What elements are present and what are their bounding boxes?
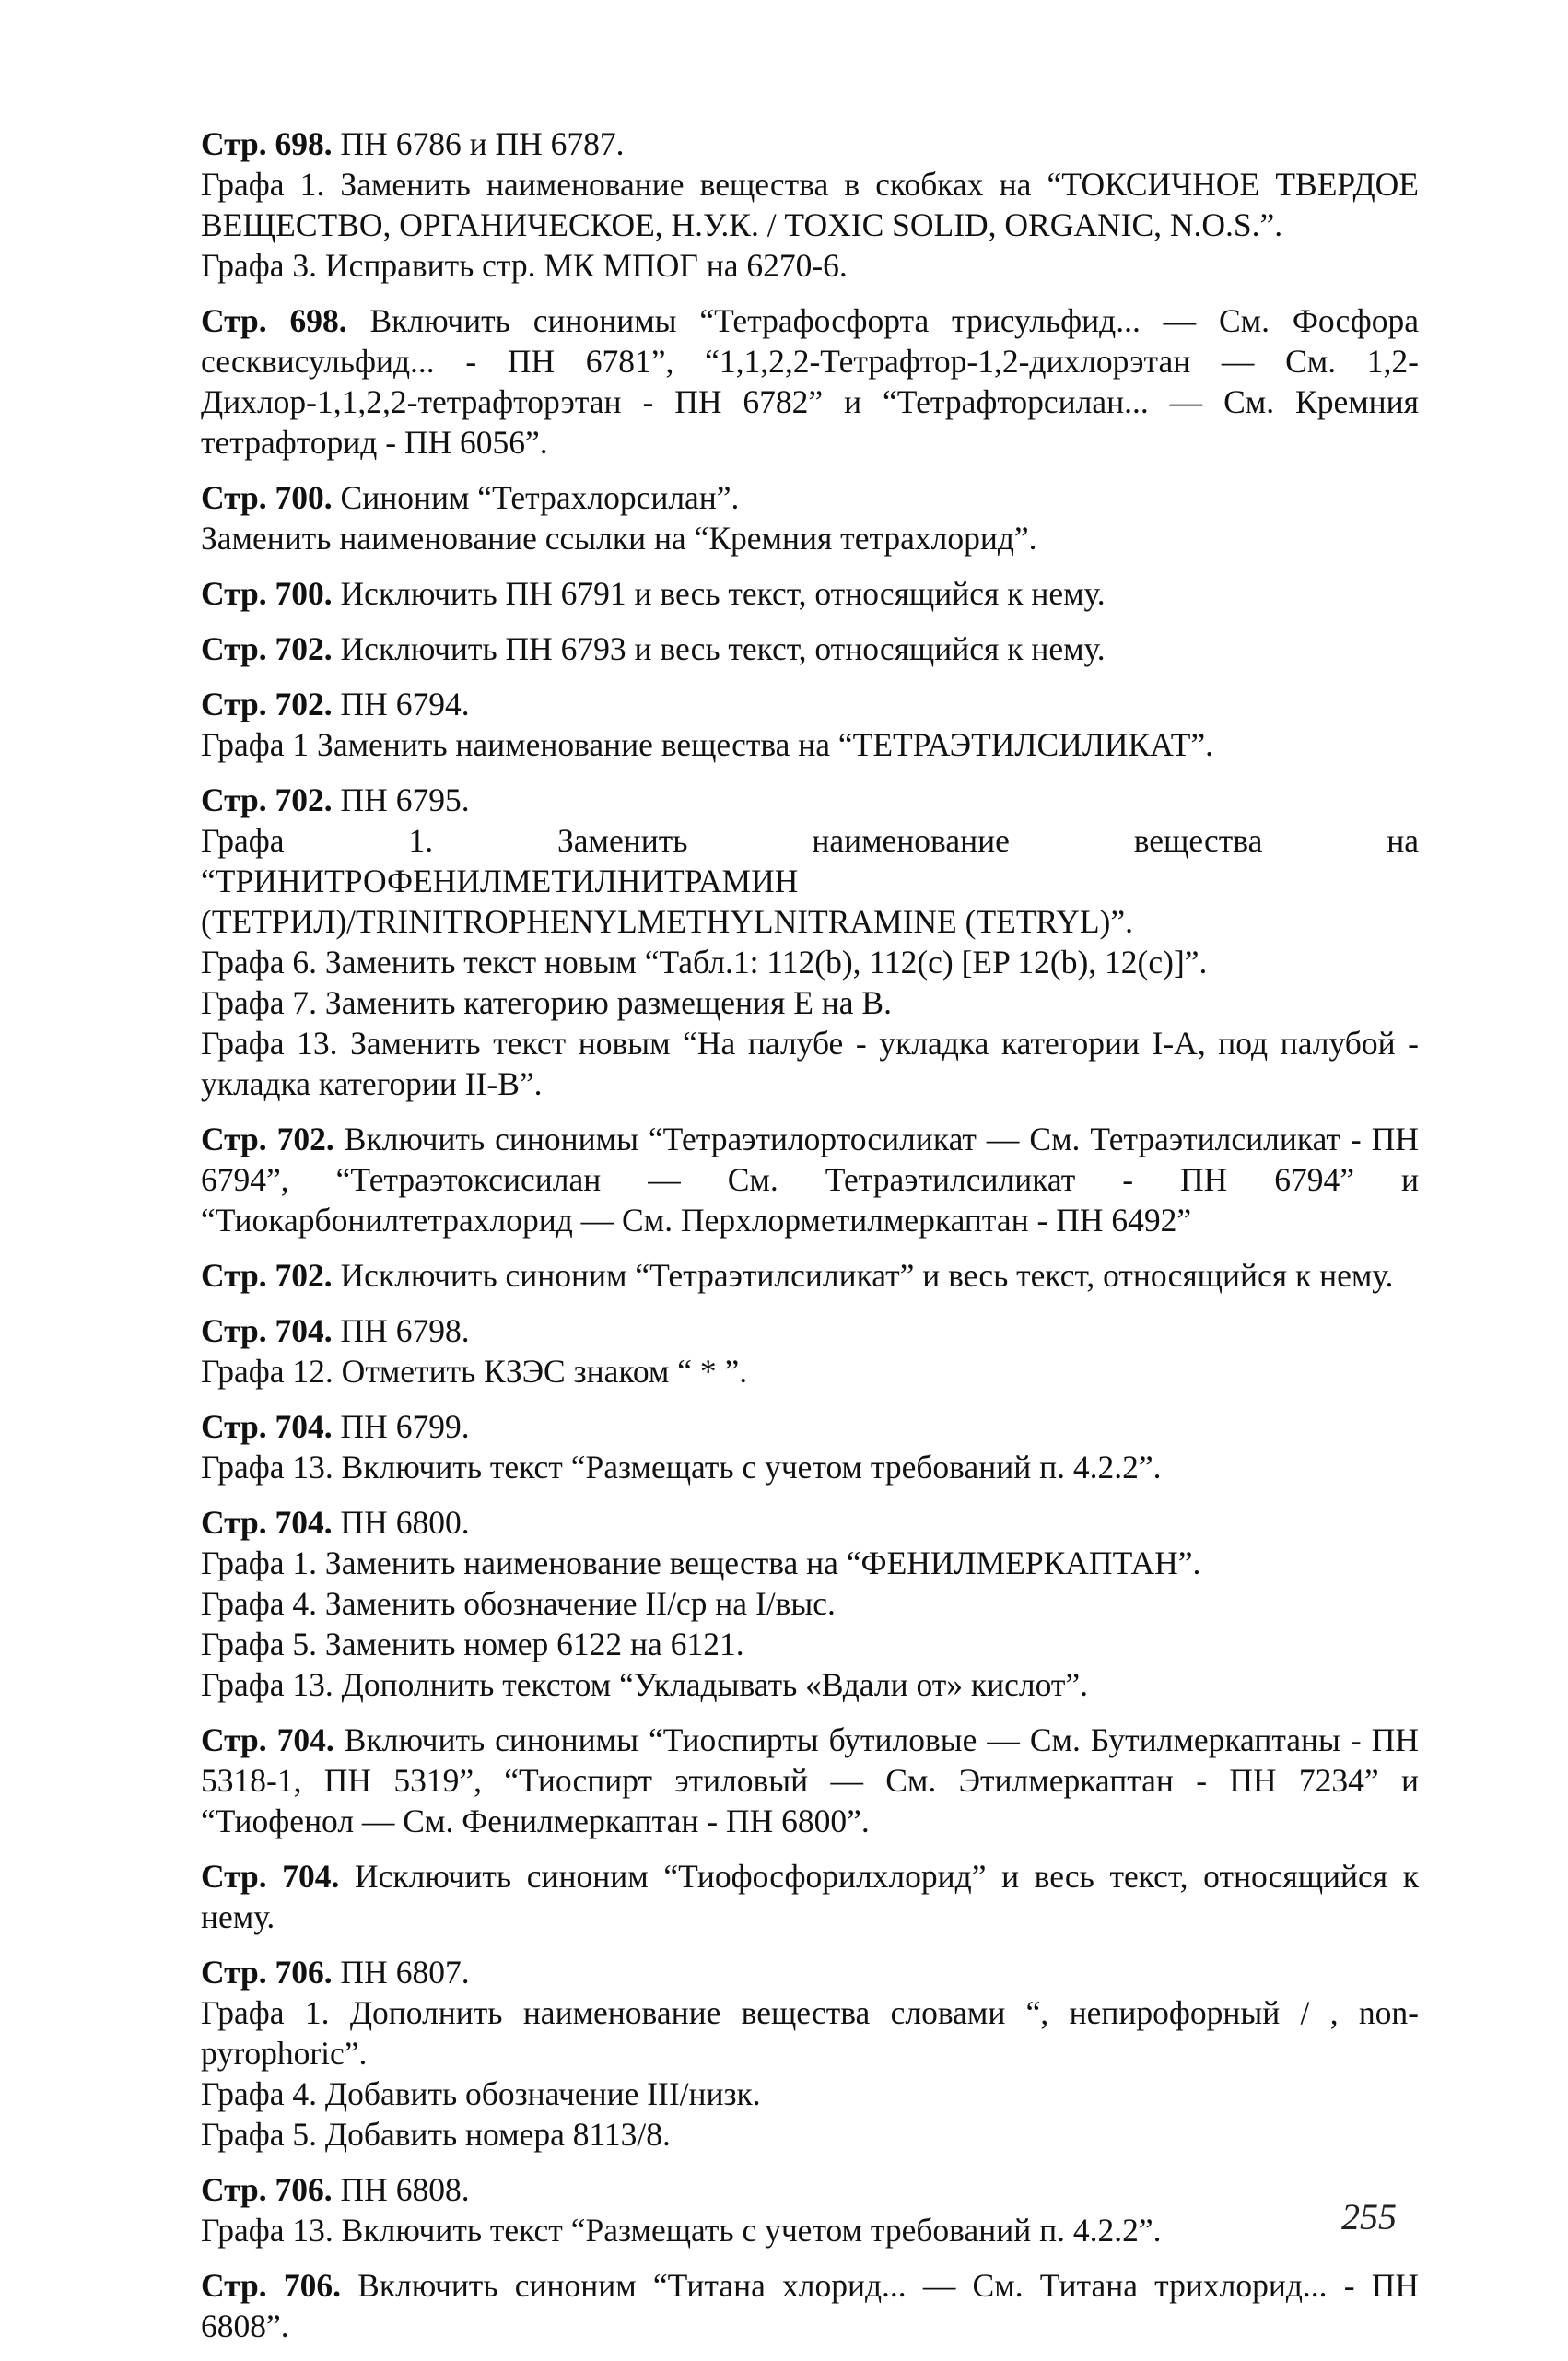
entry-heading-line: [201, 2169, 1419, 2210]
entry-detail-line: Графа 7. Заменить категорию размещения Е на В.: [201, 984, 892, 1021]
entry-detail-line: Графа 1. Дополнить наименование вещества словами “, непирофорный / , non-pyrophoric”.: [201, 1994, 1419, 2072]
amendment-entry: [201, 1720, 1419, 1841]
page-reference-label: Стр. 704.: [201, 1408, 333, 1445]
entry-text: ПН 6786 и ПН 6787.: [332, 125, 625, 162]
entry-heading-line: [201, 1720, 1419, 1841]
amendment-entry: [201, 780, 1419, 1104]
page-reference-label: Стр. 702.: [201, 781, 333, 818]
entry-text: ПН 6808.: [332, 2171, 470, 2208]
page-reference-label: Стр. 704.: [201, 1721, 334, 1758]
page-number: 255: [1341, 2196, 1397, 2238]
entry-detail-line: Графа 6. Заменить текст новым “Табл.1: 112(b), 112(c) [EP 12(b), 12(c)]”.: [201, 944, 1208, 981]
amendment-entry: [201, 573, 1419, 614]
entry-heading-line: [201, 573, 1419, 614]
entry-text: Включить синонимы “Тиоспирты бутиловые — См. Бутилмеркаптаны - ПН 5318-1, ПН 5319”, “Тиоспирт этиловый — См. Этилмеркаптан - ПН 7234” и “Тиофенол — См. Фенилмеркаптан - ПН 6800”.: [201, 1721, 1419, 1839]
entry-detail-line: Графа 1. Заменить наименование вещества на “ТРИНИТРОФЕНИЛМЕТИЛНИТРАМИН (ТЕТРИЛ)/TRINITROPHENYLMETHYLNITRAMINE (TETRYL)”.: [201, 822, 1419, 940]
page-reference-label: Стр. 700.: [201, 479, 333, 516]
entry-text: ПН 6798.: [332, 1312, 470, 1349]
amendment-entry: [201, 1119, 1419, 1240]
entry-detail-line: Графа 13. Заменить текст новым “На палубе - укладка категории I-A, под палубой - укладка категории II-B”.: [201, 1025, 1419, 1102]
entry-detail-line: Графа 3. Исправить стр. МК МПОГ на 6270-6.: [201, 247, 848, 284]
entry-text: ПН 6799.: [332, 1408, 470, 1445]
entry-detail-line: Графа 1. Заменить наименование вещества в скобках на “ТОКСИЧНОЕ ТВЕРДОЕ ВЕЩЕСТВО, ОРГАНИЧЕСКОЕ, Н.У.К. / TOXIC SOLID, ORGANIC, N.O.S.”.: [201, 166, 1419, 243]
entry-text: Включить синоним “Титана хлорид... — См. Титана трихлорид... - ПН 6808”.: [201, 2267, 1419, 2344]
page-reference-label: Стр. 704.: [201, 1312, 333, 1349]
amendment-entry: [201, 477, 1419, 558]
entry-text: Исключить ПН 6793 и весь текст, относящийся к нему.: [332, 630, 1106, 667]
page-reference-label: Стр. 704.: [201, 1504, 333, 1541]
amendments-list: [201, 123, 1419, 2361]
entry-detail-line: Графа 5. Заменить номер 6122 на 6121.: [201, 1626, 744, 1662]
entry-detail-line: Графа 12. Отметить КЗЭС знаком “ * ”.: [201, 1353, 748, 1390]
page-reference-label: Стр. 702.: [201, 630, 333, 667]
amendment-entry: [201, 1952, 1419, 2155]
amendment-entry: [201, 2265, 1419, 2346]
entry-text: Синоним “Тетрахлорсилан”.: [332, 479, 740, 516]
entry-text: Исключить синоним “Тиофосфорилхлорид” и весь текст, относящийся к нему.: [201, 1858, 1419, 1935]
entry-heading-line: [201, 1856, 1419, 1937]
page-reference-label: Стр. 698.: [201, 125, 333, 162]
amendment-entry: [201, 1406, 1419, 1487]
entry-text: Исключить ПН 6791 и весь текст, относящийся к нему.: [332, 575, 1106, 612]
page-reference-label: Стр. 706.: [201, 1954, 333, 1991]
amendment-entry: [201, 1255, 1419, 1296]
page-reference-label: Стр. 706.: [201, 2171, 333, 2208]
amendment-entry: [201, 300, 1419, 463]
page-reference-label: Стр. 702.: [201, 686, 333, 722]
page-reference-label: Стр. 702.: [201, 1121, 334, 1157]
entry-text: Исключить синоним “Тетраэтилсиликат” и весь текст, относящийся к нему.: [332, 1257, 1394, 1294]
entry-heading-line: [201, 1119, 1419, 1240]
entry-heading-line: [201, 300, 1419, 463]
entry-heading-line: [201, 684, 1419, 724]
entry-text: ПН 6795.: [332, 781, 470, 818]
page-reference-label: Стр. 698.: [201, 302, 347, 339]
entry-detail-line: Графа 13. Включить текст “Размещать с учетом требований п. 4.2.2”.: [201, 1449, 1162, 1486]
entry-heading-line: [201, 123, 1419, 164]
entry-detail-line: Заменить наименование ссылки на “Кремния тетрахлорид”.: [201, 520, 1037, 557]
entry-heading-line: [201, 1310, 1419, 1351]
entry-text: ПН 6800.: [332, 1504, 470, 1541]
entry-heading-line: [201, 628, 1419, 669]
entry-detail-line: Графа 4. Добавить обозначение III/низк.: [201, 2075, 761, 2112]
entry-detail-line: Графа 1 Заменить наименование вещества на “ТЕТРАЭТИЛСИЛИКАТ”.: [201, 726, 1214, 763]
entry-heading-line: [201, 1952, 1419, 1992]
amendment-entry: [201, 684, 1419, 765]
entry-text: Включить синонимы “Тетраэтилортосиликат — См. Тетраэтилсиликат - ПН 6794”, “Тетраэтоксисилан — См. Тетраэтилсиликат - ПН 6794” и “Тиокарбонилтетрахлорид — См. Перхлорметилмеркаптан - ПН 6492”: [201, 1121, 1419, 1239]
entry-detail-line: Графа 1. Заменить наименование вещества на “ФЕНИЛМЕРКАПТАН”.: [201, 1545, 1201, 1581]
amendment-entry: [201, 1502, 1419, 1705]
entry-detail-line: Графа 13. Дополнить текстом “Укладывать «Вдали от» кислот”.: [201, 1666, 1089, 1703]
page-reference-label: Стр. 702.: [201, 1257, 333, 1294]
entry-text: ПН 6794.: [332, 686, 470, 722]
entry-detail-line: Графа 4. Заменить обозначение II/ср на I/выс.: [201, 1585, 836, 1622]
page-reference-label: Стр. 700.: [201, 575, 333, 612]
amendment-entry: [201, 2169, 1419, 2250]
entry-detail-line: Графа 5. Добавить номера 8113/8.: [201, 2116, 671, 2153]
amendment-entry: [201, 1856, 1419, 1937]
amendment-entry: [201, 123, 1419, 286]
entry-heading-line: [201, 1502, 1419, 1543]
page-reference-label: Стр. 704.: [201, 1858, 340, 1895]
entry-heading-line: [201, 477, 1419, 518]
entry-heading-line: [201, 780, 1419, 820]
entry-heading-line: [201, 1406, 1419, 1447]
amendment-entry: [201, 1310, 1419, 1392]
entry-heading-line: [201, 1255, 1419, 1296]
amendment-entry: [201, 628, 1419, 669]
entry-text: ПН 6807.: [332, 1954, 470, 1991]
entry-heading-line: [201, 2265, 1419, 2346]
entry-text: Включить синонимы “Тетрафосфорта трисульфид... — См. Фосфора сесквисульфид... - ПН 6781”, “1,1,2,2-Тетрафтор-1,2-дихлорэтан — См. 1,2-Дихлор-1,1,2,2-тетрафторэтан - ПН 6782” и “Тетрафторсилан... — См. Кремния тетрафторид - ПН 6056”.: [201, 302, 1419, 461]
entry-detail-line: Графа 13. Включить текст “Размещать с учетом требований п. 4.2.2”.: [201, 2212, 1162, 2249]
page-reference-label: Стр. 706.: [201, 2267, 341, 2304]
